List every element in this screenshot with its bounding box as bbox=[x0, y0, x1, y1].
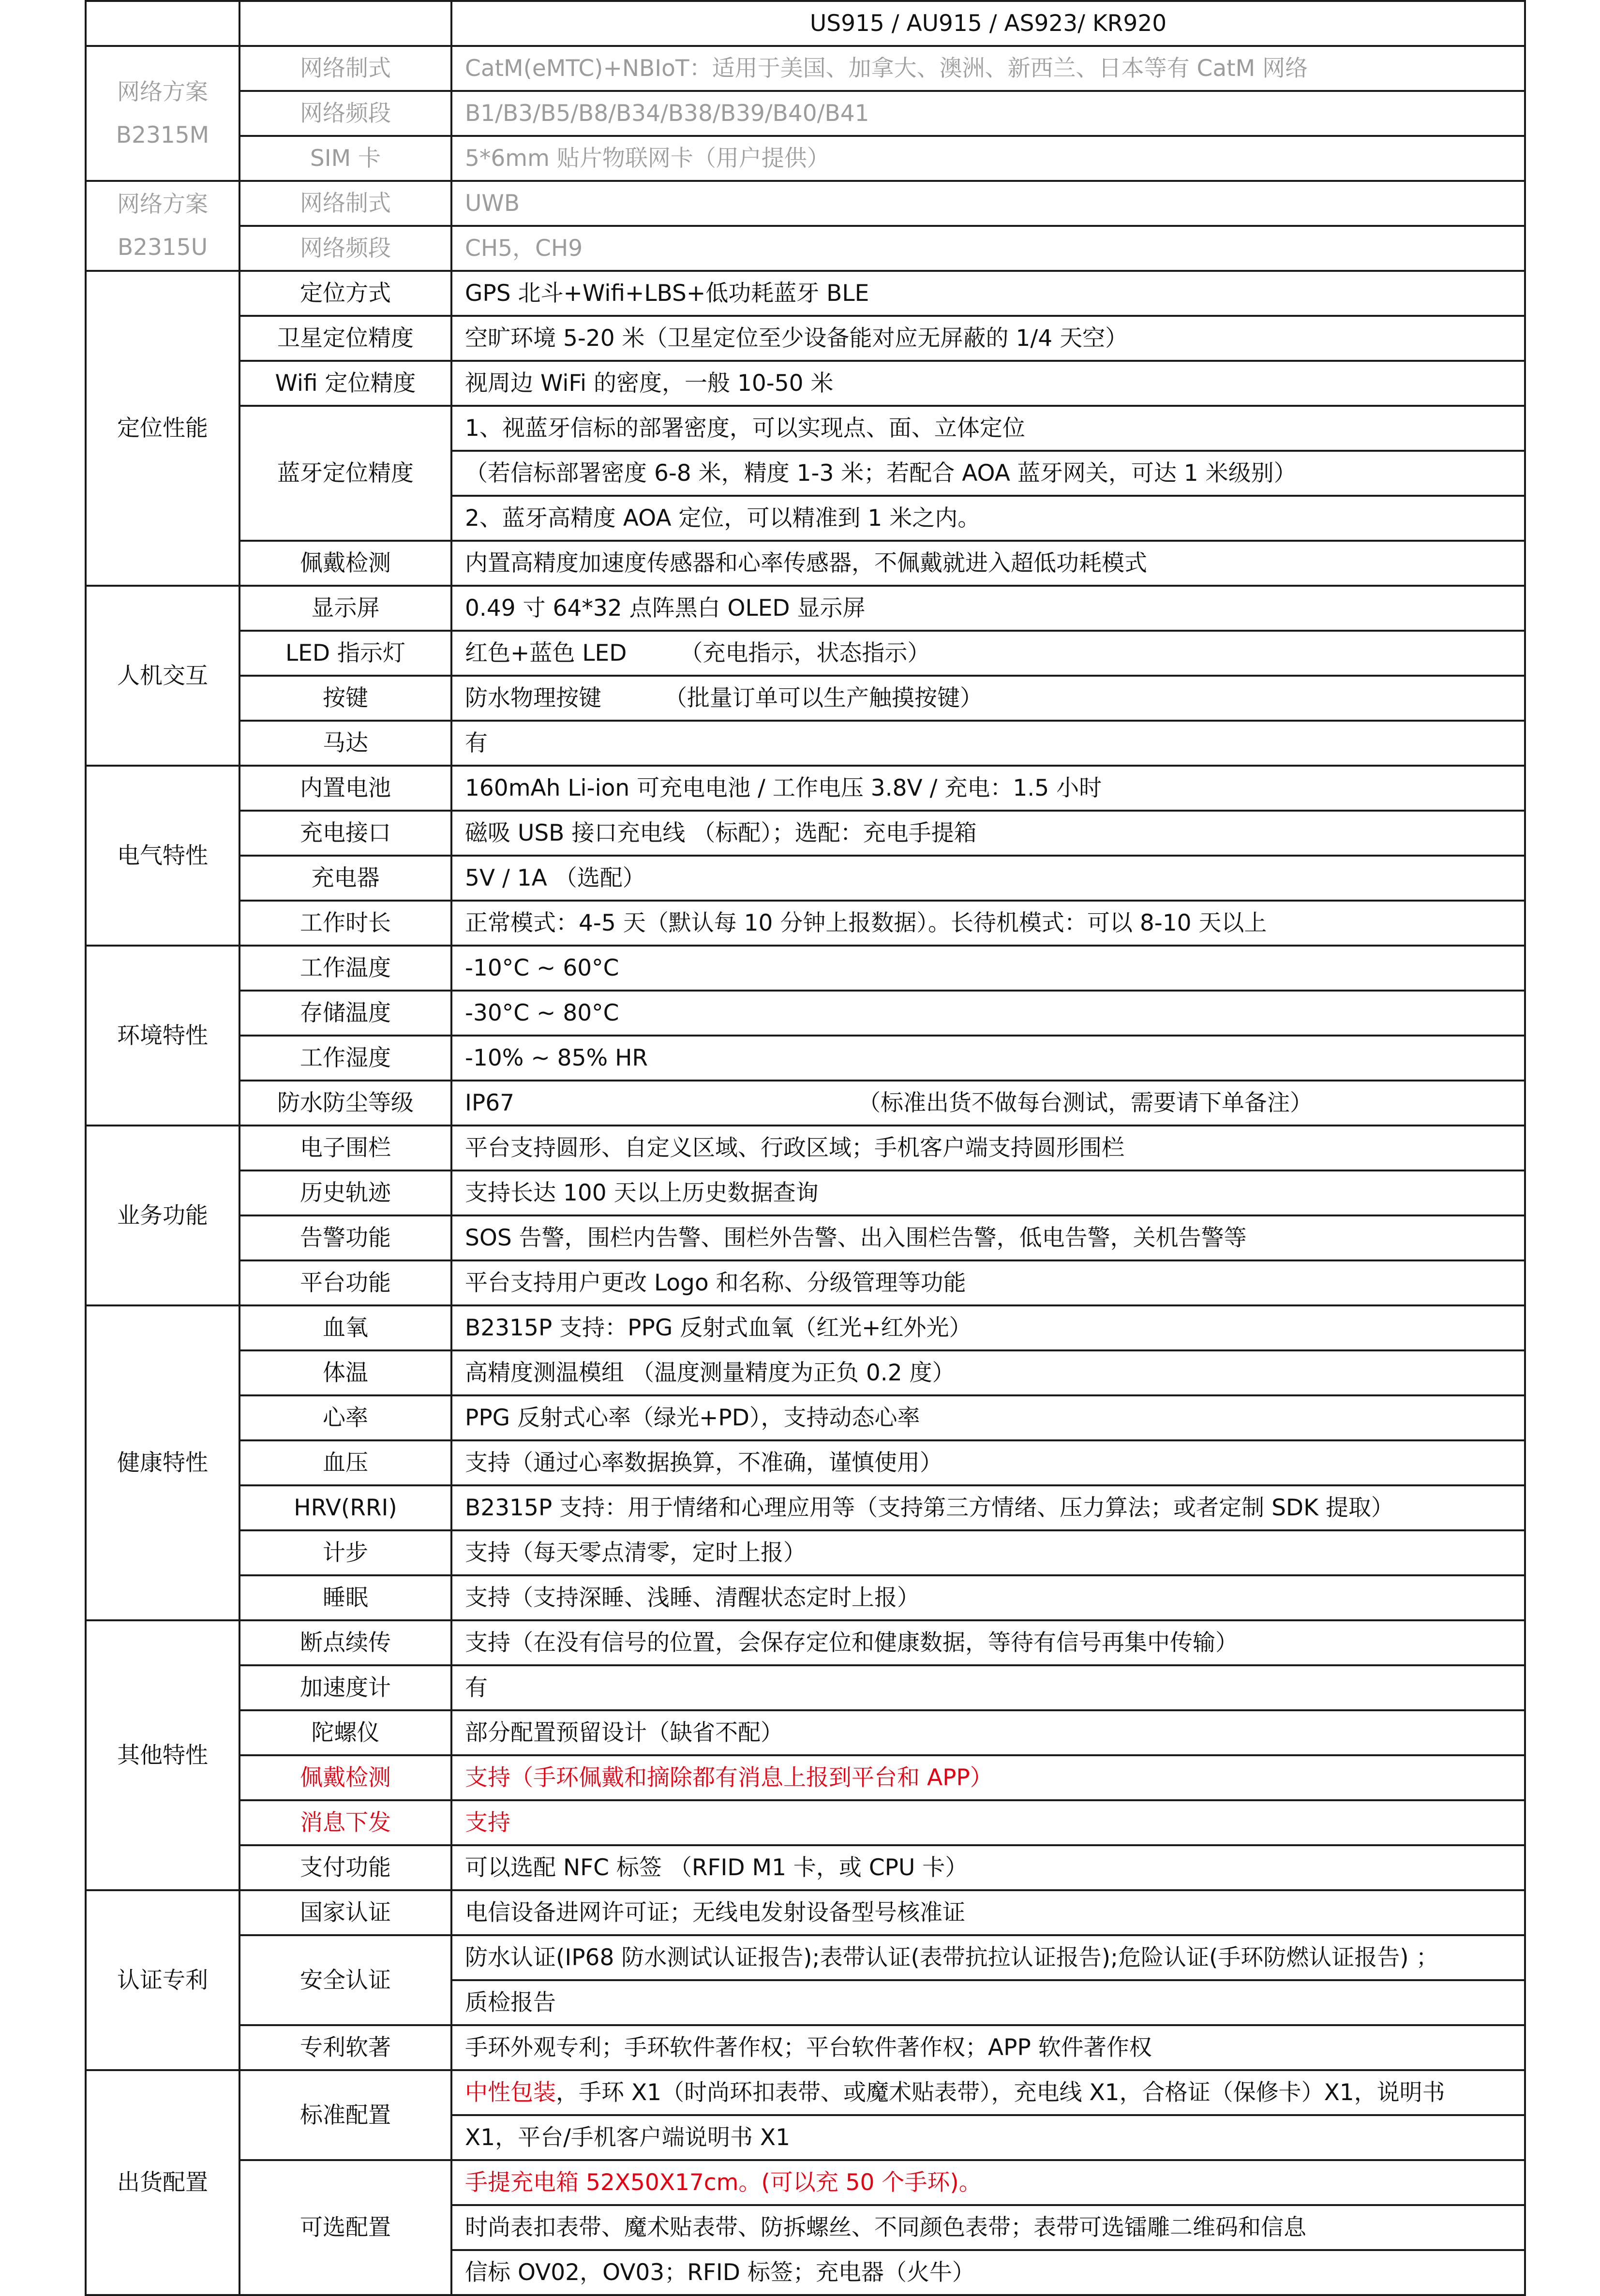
row-value bbox=[451, 1081, 1525, 1126]
header-freq: US915 / AU915 / AS923/ KR920 bbox=[451, 1, 1525, 46]
table-row bbox=[86, 1890, 1525, 1935]
table-row bbox=[86, 766, 1525, 811]
row-label: 佩戴检测 bbox=[239, 541, 451, 586]
category-electrical: 电气特性 bbox=[86, 766, 239, 946]
row-value: 支持（支持深睡、浅睡、清醒状态定时上报） bbox=[451, 1575, 1525, 1620]
table-row bbox=[86, 91, 1525, 136]
row-value: 手环外观专利；手环软件著作权；平台软件著作权；APP 软件著作权 bbox=[451, 2025, 1525, 2070]
table-row bbox=[86, 406, 1525, 451]
row-value-highlight: 支持（手环佩戴和摘除都有消息上报到平台和 APP） bbox=[451, 1755, 1525, 1800]
row-label: SIM 卡 bbox=[239, 136, 451, 181]
row-label: 蓝牙定位精度 bbox=[239, 406, 451, 541]
row-label: 网络频段 bbox=[239, 91, 451, 136]
row-value: 电信设备进网许可证；无线电发射设备型号核准证 bbox=[451, 1890, 1525, 1935]
table-row bbox=[86, 541, 1525, 586]
table-row bbox=[86, 1350, 1525, 1395]
value-main: IP67 bbox=[465, 1090, 515, 1116]
table-row bbox=[86, 586, 1525, 631]
row-label: 专利软著 bbox=[239, 2025, 451, 2070]
row-value: 160mAh Li-ion 可充电电池 / 工作电压 3.8V / 充电：1.5 小时 bbox=[451, 766, 1525, 811]
table-row bbox=[86, 1845, 1525, 1890]
table-row bbox=[86, 1710, 1525, 1755]
header-empty-cat bbox=[86, 1, 239, 46]
row-value-line: 信标 OV02，OV03；RFID 标签；充电器（火牛） bbox=[451, 2250, 1525, 2295]
table-row bbox=[86, 1575, 1525, 1620]
row-value: 高精度测温模组 （温度测量精度为正负 0.2 度） bbox=[451, 1350, 1525, 1395]
row-value: 有 bbox=[451, 1665, 1525, 1710]
table-row bbox=[86, 1485, 1525, 1530]
table-row bbox=[86, 226, 1525, 271]
table-row bbox=[86, 1530, 1525, 1575]
table-row bbox=[86, 1126, 1525, 1170]
row-value: 空旷环境 5-20 米（卫星定位至少设备能对应无屏蔽的 1/4 天空） bbox=[451, 316, 1525, 361]
category-b2315m bbox=[86, 46, 239, 181]
row-label: 可选配置 bbox=[239, 2160, 451, 2295]
row-value: 支持长达 100 天以上历史数据查询 bbox=[451, 1170, 1525, 1215]
table-row bbox=[86, 1170, 1525, 1215]
value-note: （充电指示，状态指示） bbox=[680, 640, 930, 667]
row-label: 血压 bbox=[239, 1440, 451, 1485]
row-value: CatM(eMTC)+NBIoT：适用于美国、加拿大、澳洲、新西兰、日本等有 CatM 网络 bbox=[451, 46, 1525, 91]
row-value-line: 2、蓝牙高精度 AOA 定位，可以精准到 1 米之内。 bbox=[451, 496, 1525, 541]
value-main: 防水物理按键 bbox=[465, 685, 601, 711]
row-label: 告警功能 bbox=[239, 1215, 451, 1260]
row-label: LED 指示灯 bbox=[239, 631, 451, 676]
row-value: 5V / 1A （选配） bbox=[451, 856, 1525, 901]
table-row bbox=[86, 1305, 1525, 1350]
table-row bbox=[86, 1800, 1525, 1845]
row-value-line: 1、视蓝牙信标的部署密度，可以实现点、面、立体定位 bbox=[451, 406, 1525, 451]
table-row bbox=[86, 1935, 1525, 1980]
row-label: 定位方式 bbox=[239, 271, 451, 316]
category-b2315u bbox=[86, 181, 239, 271]
row-label: 电子围栏 bbox=[239, 1126, 451, 1170]
row-value: UWB bbox=[451, 181, 1525, 226]
row-label: 标准配置 bbox=[239, 2070, 451, 2160]
row-value bbox=[451, 676, 1525, 721]
row-label: 陀螺仪 bbox=[239, 1710, 451, 1755]
row-value bbox=[451, 631, 1525, 676]
row-label: 显示屏 bbox=[239, 586, 451, 631]
table-row bbox=[86, 46, 1525, 91]
row-value-highlight: 支持 bbox=[451, 1800, 1525, 1845]
row-label: 安全认证 bbox=[239, 1935, 451, 2025]
header-row bbox=[86, 1, 1525, 46]
row-value: -10% ~ 85% HR bbox=[451, 1036, 1525, 1081]
table-row bbox=[86, 946, 1525, 991]
row-value-highlight: 手提充电箱 52X50X17cm。(可以充 50 个手环)。 bbox=[451, 2160, 1525, 2205]
value-note: （标准出货不做每台测试，需要请下单备注） bbox=[858, 1090, 1313, 1116]
row-label: 防水防尘等级 bbox=[239, 1081, 451, 1126]
row-value-line: X1，平台/手机客户端说明书 X1 bbox=[451, 2115, 1525, 2160]
row-label: 血氧 bbox=[239, 1305, 451, 1350]
table-row bbox=[86, 2025, 1525, 2070]
row-label: 充电器 bbox=[239, 856, 451, 901]
category-positioning: 定位性能 bbox=[86, 271, 239, 586]
row-value: PPG 反射式心率（绿光+PD），支持动态心率 bbox=[451, 1395, 1525, 1440]
row-value: B2315P 支持：PPG 反射式血氧（红光+红外光） bbox=[451, 1305, 1525, 1350]
row-value: 部分配置预留设计（缺省不配） bbox=[451, 1710, 1525, 1755]
row-value-line: 质检报告 bbox=[451, 1980, 1525, 2025]
row-label: Wifi 定位精度 bbox=[239, 361, 451, 406]
row-label: HRV(RRI) bbox=[239, 1485, 451, 1530]
row-value: CH5，CH9 bbox=[451, 226, 1525, 271]
row-label: 心率 bbox=[239, 1395, 451, 1440]
row-label: 内置电池 bbox=[239, 766, 451, 811]
row-label: 体温 bbox=[239, 1350, 451, 1395]
header-empty-label bbox=[239, 1, 451, 46]
row-label: 加速度计 bbox=[239, 1665, 451, 1710]
row-value: 平台支持圆形、自定义区域、行政区域；手机客户端支持圆形围栏 bbox=[451, 1126, 1525, 1170]
row-label: 计步 bbox=[239, 1530, 451, 1575]
row-label: 支付功能 bbox=[239, 1845, 451, 1890]
row-value-line: 防水认证(IP68 防水测试认证报告);表带认证(表带抗拉认证报告);危险认证(手环防燃认证报告) ； bbox=[451, 1935, 1525, 1980]
row-label: 网络频段 bbox=[239, 226, 451, 271]
table-row bbox=[86, 1665, 1525, 1710]
value-highlight: 中性包装 bbox=[465, 2079, 556, 2106]
row-label: 网络制式 bbox=[239, 46, 451, 91]
category-other: 其他特性 bbox=[86, 1620, 239, 1890]
row-value: 磁吸 USB 接口充电线 （标配）；选配：充电手提箱 bbox=[451, 811, 1525, 856]
category-environment: 环境特性 bbox=[86, 946, 239, 1126]
row-value: B1/B3/B5/B8/B34/B38/B39/B40/B41 bbox=[451, 91, 1525, 136]
row-label-highlight: 佩戴检测 bbox=[239, 1755, 451, 1800]
row-label: 按键 bbox=[239, 676, 451, 721]
row-value: 5*6mm 贴片物联网卡（用户提供） bbox=[451, 136, 1525, 181]
table-row bbox=[86, 1395, 1525, 1440]
row-value: 平台支持用户更改 Logo 和名称、分级管理等功能 bbox=[451, 1260, 1525, 1305]
row-label: 睡眠 bbox=[239, 1575, 451, 1620]
row-value: -30°C ~ 80°C bbox=[451, 991, 1525, 1036]
row-value: 支持（每天零点清零，定时上报） bbox=[451, 1530, 1525, 1575]
row-label: 充电接口 bbox=[239, 811, 451, 856]
table-row bbox=[86, 181, 1525, 226]
row-value: 支持（在没有信号的位置，会保存定位和健康数据，等待有信号再集中传输） bbox=[451, 1620, 1525, 1665]
table-row bbox=[86, 856, 1525, 901]
table-row bbox=[86, 2160, 1525, 2205]
table-row bbox=[86, 1036, 1525, 1081]
category-line: B2315M bbox=[116, 121, 209, 148]
table-row bbox=[86, 676, 1525, 721]
spec-table bbox=[85, 0, 1526, 2296]
row-label: 历史轨迹 bbox=[239, 1170, 451, 1215]
table-row bbox=[86, 631, 1525, 676]
table-row bbox=[86, 991, 1525, 1036]
table-row bbox=[86, 136, 1525, 181]
row-value-line: 时尚表扣表带、魔术贴表带、防拆螺丝、不同颜色表带；表带可选镭雕二维码和信息 bbox=[451, 2205, 1525, 2250]
row-value: 内置高精度加速度传感器和心率传感器，不佩戴就进入超低功耗模式 bbox=[451, 541, 1525, 586]
row-label: 卫星定位精度 bbox=[239, 316, 451, 361]
table-row bbox=[86, 361, 1525, 406]
category-shipping: 出货配置 bbox=[86, 2070, 239, 2295]
row-value-line: （若信标部署密度 6-8 米，精度 1-3 米；若配合 AOA 蓝牙网关，可达 1 米级别） bbox=[451, 451, 1525, 496]
table-row bbox=[86, 2070, 1525, 2115]
row-value: -10°C ~ 60°C bbox=[451, 946, 1525, 991]
row-value: 有 bbox=[451, 721, 1525, 766]
row-value: 支持（通过心率数据换算，不准确，谨慎使用） bbox=[451, 1440, 1525, 1485]
row-value: B2315P 支持：用于情绪和心理应用等（支持第三方情绪、压力算法；或者定制 SDK 提取） bbox=[451, 1485, 1525, 1530]
value-main: 红色+蓝色 LED bbox=[465, 640, 627, 667]
row-value: 视周边 WiFi 的密度，一般 10-50 米 bbox=[451, 361, 1525, 406]
table-row bbox=[86, 1440, 1525, 1485]
row-label: 工作时长 bbox=[239, 901, 451, 946]
category-line: 网络方案 bbox=[117, 191, 208, 218]
row-label: 存储温度 bbox=[239, 991, 451, 1036]
table-row bbox=[86, 721, 1525, 766]
row-label: 断点续传 bbox=[239, 1620, 451, 1665]
category-health: 健康特性 bbox=[86, 1305, 239, 1620]
row-value: SOS 告警，围栏内告警、围栏外告警、出入围栏告警，低电告警，关机告警等 bbox=[451, 1215, 1525, 1260]
row-label: 网络制式 bbox=[239, 181, 451, 226]
row-label-highlight: 消息下发 bbox=[239, 1800, 451, 1845]
table-row bbox=[86, 1755, 1525, 1800]
category-hmi: 人机交互 bbox=[86, 586, 239, 766]
table-row bbox=[86, 901, 1525, 946]
category-line: B2315U bbox=[117, 234, 208, 261]
row-value: 0.49 寸 64*32 点阵黑白 OLED 显示屏 bbox=[451, 586, 1525, 631]
row-label: 国家认证 bbox=[239, 1890, 451, 1935]
row-label: 马达 bbox=[239, 721, 451, 766]
value-note: （批量订单可以生产触摸按键） bbox=[664, 685, 983, 711]
table-row bbox=[86, 1260, 1525, 1305]
category-business: 业务功能 bbox=[86, 1126, 239, 1305]
row-label: 工作湿度 bbox=[239, 1036, 451, 1081]
category-certification: 认证专利 bbox=[86, 1890, 239, 2070]
row-value: 正常模式：4-5 天（默认每 10 分钟上报数据）。长待机模式：可以 8-10 天以上 bbox=[451, 901, 1525, 946]
table-row bbox=[86, 1215, 1525, 1260]
table-row bbox=[86, 811, 1525, 856]
table-row bbox=[86, 1081, 1525, 1126]
row-label: 工作温度 bbox=[239, 946, 451, 991]
row-label: 平台功能 bbox=[239, 1260, 451, 1305]
row-value: GPS 北斗+Wifi+LBS+低功耗蓝牙 BLE bbox=[451, 271, 1525, 316]
row-value-line bbox=[451, 2070, 1525, 2115]
category-line: 网络方案 bbox=[117, 78, 208, 105]
row-value: 可以选配 NFC 标签 （RFID M1 卡，或 CPU 卡） bbox=[451, 1845, 1525, 1890]
table-row bbox=[86, 316, 1525, 361]
table-row bbox=[86, 1620, 1525, 1665]
value-main: ，手环 X1（时尚环扣表带、或魔术贴表带），充电线 X1，合格证（保修卡）X1，说明书 bbox=[556, 2079, 1445, 2106]
table-row bbox=[86, 271, 1525, 316]
